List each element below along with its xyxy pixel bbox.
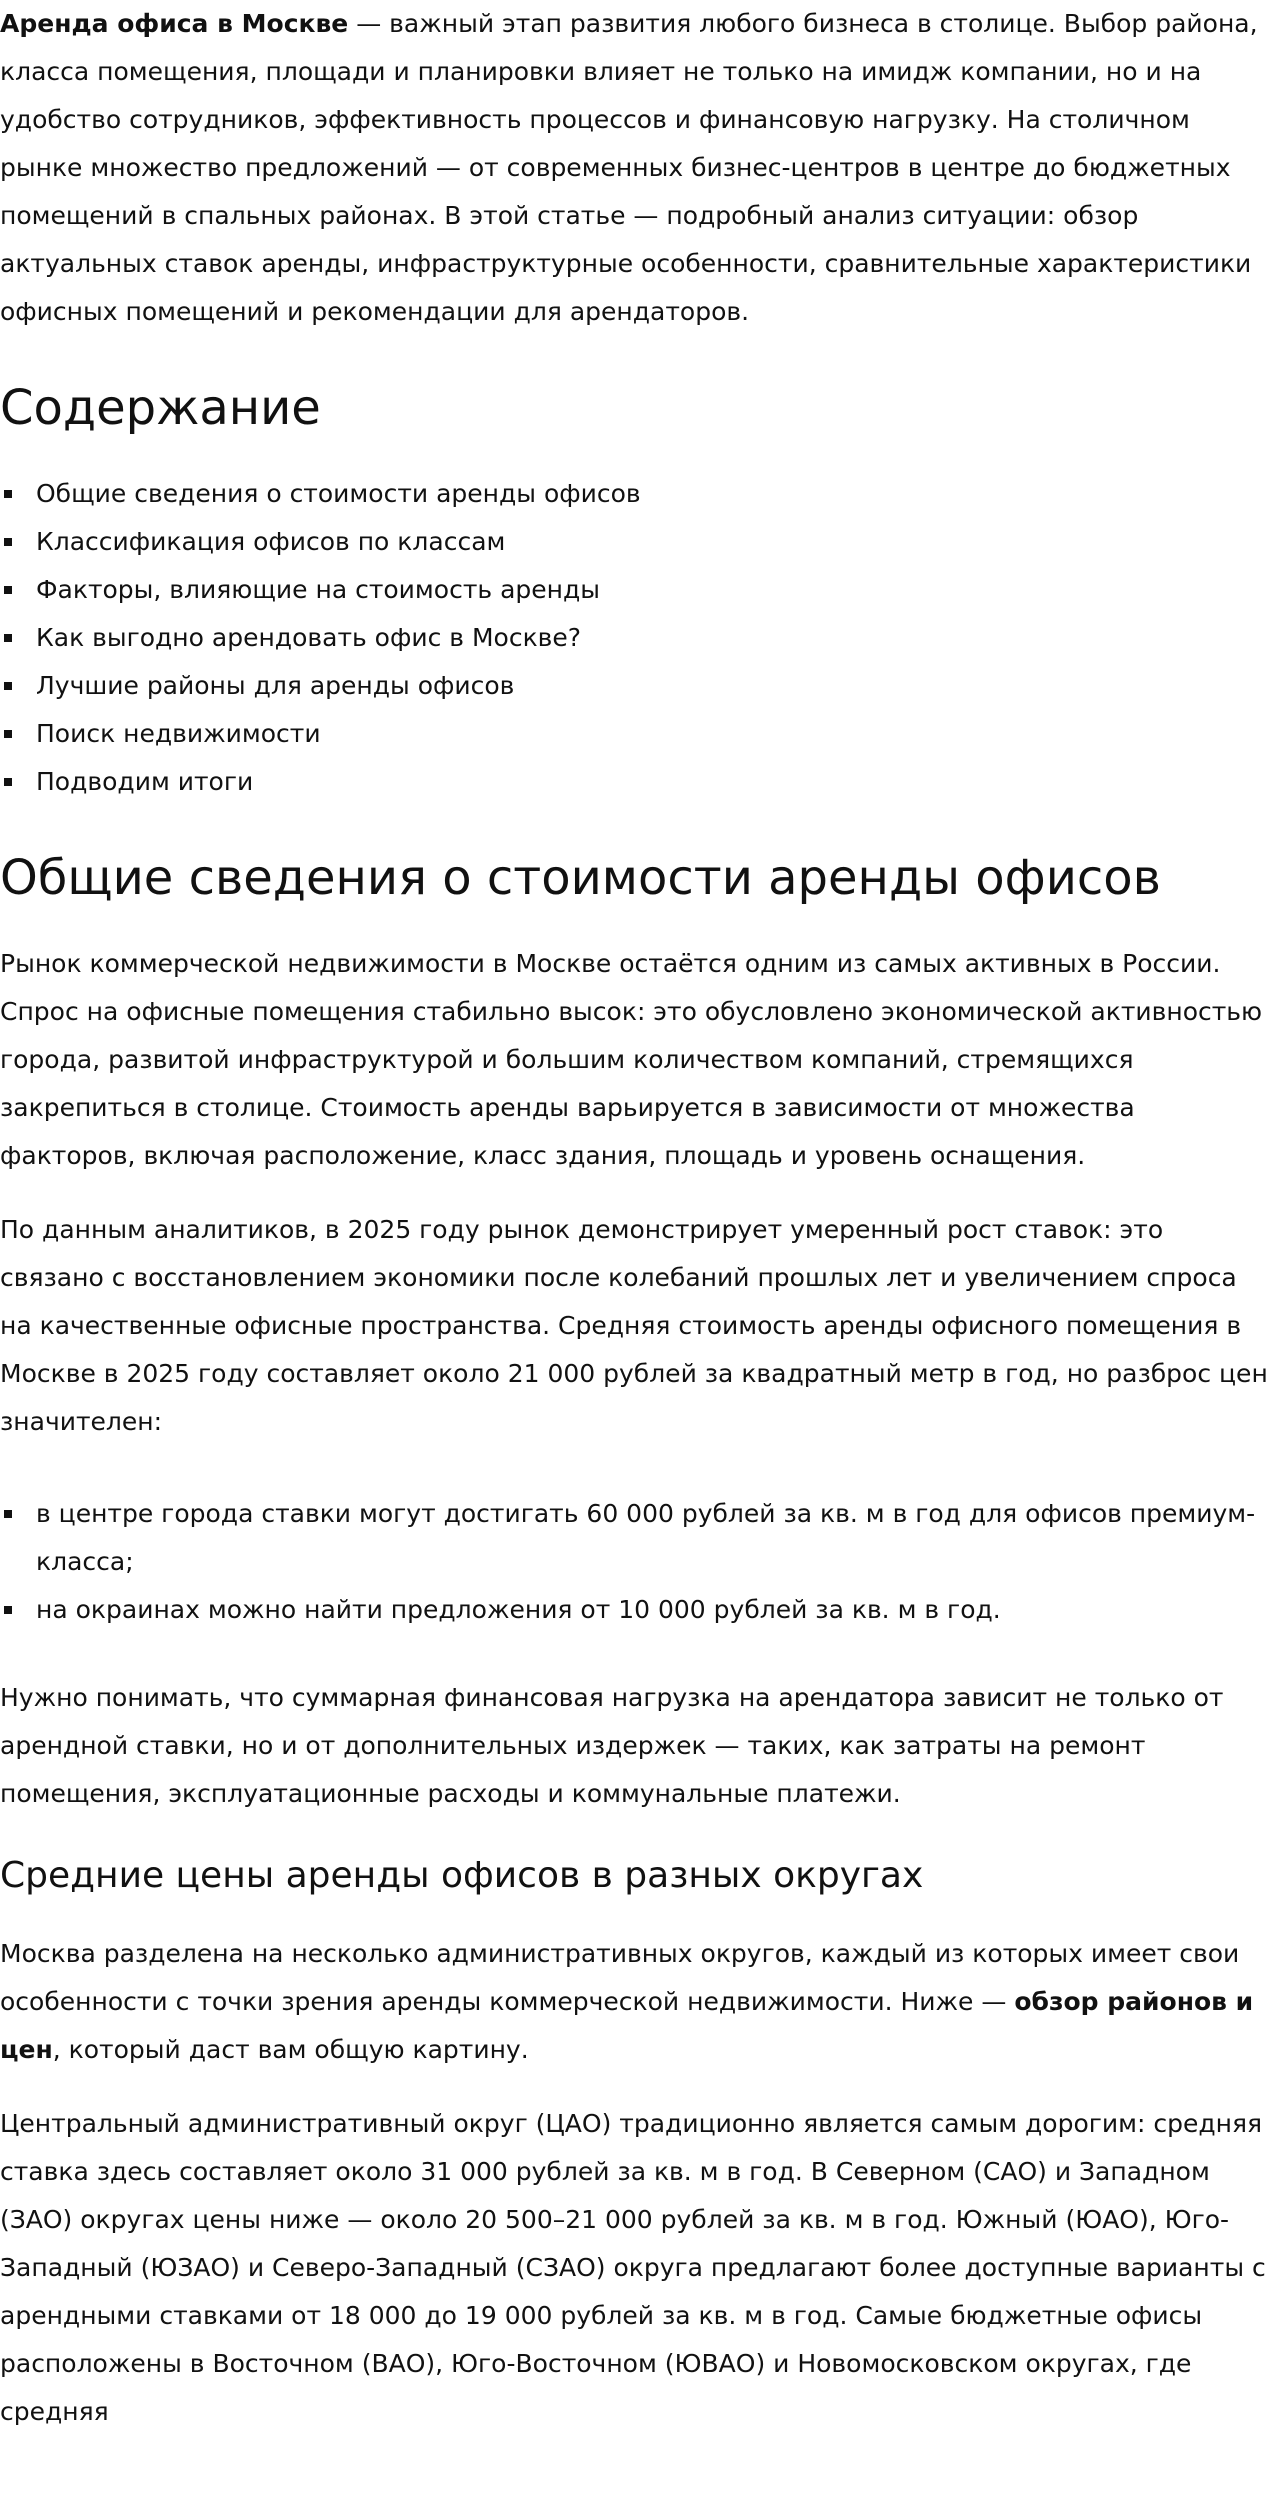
section-title: Общие сведения о стоимости аренды офисов xyxy=(0,850,1161,906)
subsection-paragraph xyxy=(0,1930,1270,2074)
toc-item[interactable]: Как выгодно арендовать офис в Москве? xyxy=(0,614,1270,662)
section-paragraph: По данным аналитиков, в 2025 году рынок демонстрирует умеренный рост ставок: это связано с восстановлением экономики после колебаний прошлых лет и увеличением спроса на качественные офисные пространства. Средняя стоимость аренды офисного помещения в Москве в 2025 году составляет около 21 000 рублей за квадратный метр в год, но разброс цен значителен: xyxy=(0,1215,1268,1436)
subsection-bold-text: обзор районов и цен xyxy=(0,1987,1254,2064)
price-range-list xyxy=(0,1490,1270,1634)
intro-text: — важный этап развития любого бизнеса в столице. Выбор района, класса помещения, площади и планировки влияет не только на имидж компании, но и на удобство сотрудников, эффективность процессов и финансовую нагрузку. На столичном рынке множество предложений — от современных бизнес-центров в центре до бюджетных помещений в спальных районах. В этой статье — подробный анализ ситуации: обзор актуальных ставок аренды, инфраструктурные особенности, сравнительные характеристики офисных помещений и рекомендации для арендаторов. xyxy=(0,9,1258,326)
section-paragraph: Рынок коммерческой недвижимости в Москве остаётся одним из самых активных в России. Спрос на офисные помещения стабильно высок: это обусловлено экономической активностью города, развитой инфраструктурой и большим количеством компаний, стремящихся закрепиться в столице. Стоимость аренды варьируется в зависимости от множества факторов, включая расположение, класс здания, площадь и уровень оснащения. xyxy=(0,949,1263,1170)
section-paragraph: Нужно понимать, что суммарная финансовая нагрузка на арендатора зависит не только от арендной ставки, но и от дополнительных издержек — таких, как затраты на ремонт помещения, эксплуатационные расходы и коммунальные платежи. xyxy=(0,1683,1224,1808)
subsection-text: Москва разделена на несколько административных округов, каждый из которых имеет свои особенности с точки зрения аренды коммерческой недвижимости. Ниже — xyxy=(0,1939,1240,2016)
toc-list xyxy=(0,470,1270,806)
intro-paragraph xyxy=(0,0,1270,336)
toc-item[interactable]: Общие сведения о стоимости аренды офисов xyxy=(0,470,1270,518)
toc-item[interactable]: Поиск недвижимости xyxy=(0,710,1270,758)
toc-item[interactable]: Подводим итоги xyxy=(0,758,1270,806)
toc-title: Содержание xyxy=(0,380,321,436)
price-range-item: на окраинах можно найти предложения от 10 000 рублей за кв. м в год. xyxy=(0,1586,1270,1634)
intro-bold-lead: Аренда офиса в Москве xyxy=(0,9,349,38)
toc-item[interactable]: Факторы, влияющие на стоимость аренды xyxy=(0,566,1270,614)
toc-item[interactable]: Лучшие районы для аренды офисов xyxy=(0,662,1270,710)
toc-item[interactable]: Классификация офисов по классам xyxy=(0,518,1270,566)
subsection-text: , который даст вам общую картину. xyxy=(52,2035,529,2064)
subsection-paragraph: Центральный административный округ (ЦАО) традиционно является самым дорогим: средняя ставка здесь составляет около 31 000 рублей за кв. м в год. В Северном (САО) и Западном (ЗАО) округах цены ниже — около 20 500–21 000 рублей за кв. м в год. Южный (ЮАО), Юго-Западный (ЮЗАО) и Северо-Западный (СЗАО) округа предлагают более доступные варианты с арендными ставками от 18 000 до 19 000 рублей за кв. м в год. Самые бюджетные офисы расположены в Восточном (ВАО), Юго-Восточном (ЮВАО) и Новомосковском округах, где средняя xyxy=(0,2109,1266,2426)
subsection-title: Средние цены аренды офисов в разных округах xyxy=(0,1855,924,1896)
price-range-item: в центре города ставки могут достигать 60 000 рублей за кв. м в год для офисов премиум-класса; xyxy=(0,1490,1270,1586)
